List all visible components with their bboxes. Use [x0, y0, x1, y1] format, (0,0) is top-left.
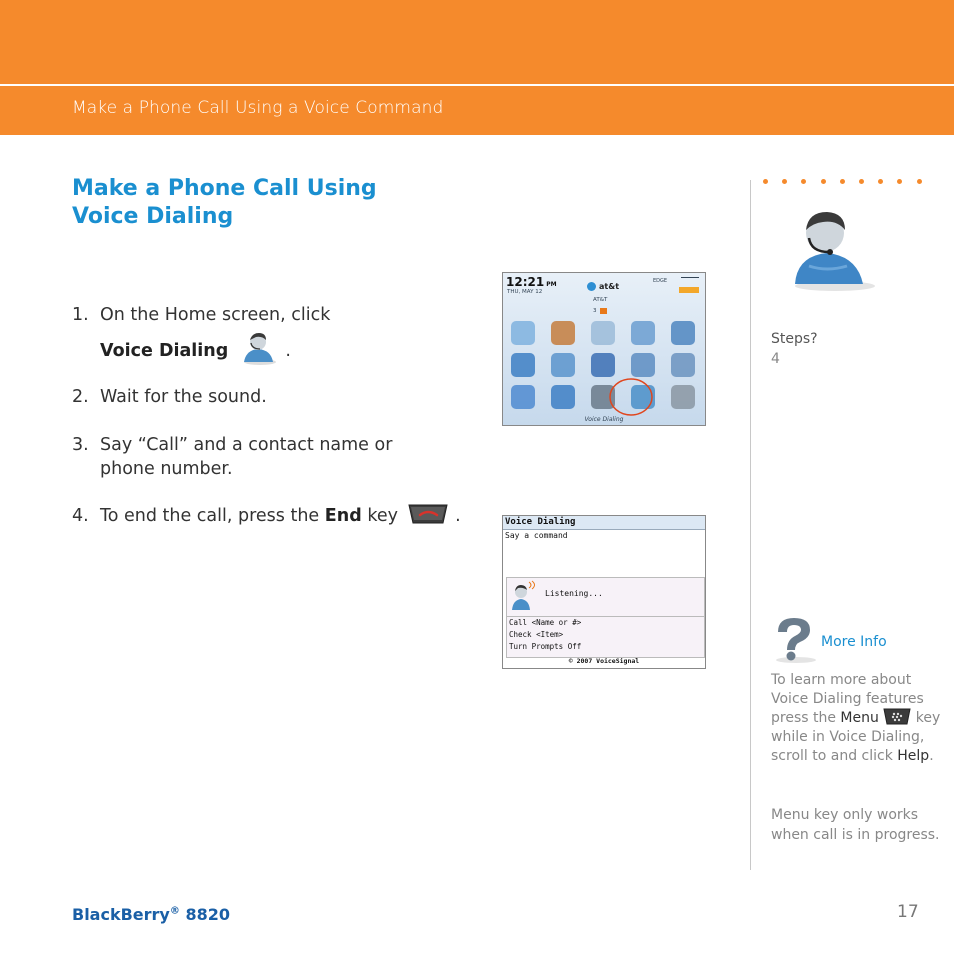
step-3 — [72, 433, 472, 481]
copyright-text: © 2007 VoiceSignal — [568, 657, 640, 665]
app-icon — [671, 321, 695, 345]
step-number: 4. — [72, 506, 89, 526]
model-number: 8820 — [185, 905, 230, 924]
network-type: EDGE — [653, 278, 668, 284]
footer-brand — [72, 905, 230, 924]
step-number: 3. — [72, 435, 89, 455]
app-icon — [631, 321, 655, 345]
step-2 — [72, 385, 472, 409]
info-text-end: . — [929, 748, 934, 764]
header-banner — [0, 0, 954, 84]
carrier-logo: at&t — [599, 282, 620, 291]
date-text: THU, MAY 12 — [507, 289, 543, 295]
step-text-lead: To end the call, press the — [100, 506, 320, 526]
step-action — [100, 337, 291, 365]
rule-dot — [782, 179, 787, 184]
step-text: Wait for the sound. — [100, 387, 267, 407]
voice-dialing-label: Voice Dialing — [100, 341, 229, 361]
home-icon-grid — [503, 317, 705, 417]
rule-dot — [801, 179, 806, 184]
rule-dot — [763, 179, 768, 184]
app-icon — [551, 353, 575, 377]
rule-dot — [917, 179, 922, 184]
app-icon — [671, 353, 695, 377]
brand-name: BlackBerry — [72, 905, 170, 924]
menu-key-icon — [883, 708, 911, 725]
more-info-text — [771, 671, 941, 766]
step-number: 2. — [72, 387, 89, 407]
app-icon — [671, 385, 695, 409]
step-suffix: . — [285, 341, 291, 361]
more-info-label: More Info — [821, 634, 887, 650]
end-key-icon — [406, 502, 450, 526]
listening-status: Listening... — [545, 589, 603, 598]
voice-dialing-screenshot — [502, 515, 706, 669]
app-icon — [551, 385, 575, 409]
notification-count: 3 — [593, 308, 597, 314]
rule-dot — [897, 179, 902, 184]
sidebar-divider — [750, 180, 751, 870]
battery-icon — [679, 287, 699, 293]
info-text-part1: To learn more about Voice Dialing features press the — [771, 672, 924, 726]
app-icon — [511, 353, 535, 377]
app-icon — [591, 321, 615, 345]
app-icon — [511, 321, 535, 345]
page-title-line2: Voice Dialing — [72, 204, 234, 229]
section-title: Make a Phone Call Using a Voice Command — [72, 98, 444, 118]
step-4 — [72, 504, 492, 534]
app-subtitle: Say a command — [505, 531, 568, 540]
help-label: Help — [897, 748, 930, 764]
home-screen-screenshot — [502, 272, 706, 426]
step-text-key: key — [367, 506, 398, 526]
clock-time: 12:21 PM — [506, 275, 557, 289]
app-icon — [591, 353, 615, 377]
sound-waves-icon — [527, 580, 537, 590]
headset-person-icon — [787, 208, 881, 292]
question-mark-icon — [770, 616, 820, 664]
app-icon — [511, 385, 535, 409]
app-titlebar — [503, 516, 705, 530]
step-number: 1. — [72, 305, 89, 325]
listening-panel — [506, 577, 705, 617]
app-title: Voice Dialing — [505, 517, 576, 527]
menu-key-note: Menu key only works when call is in progress. — [771, 807, 940, 843]
step-text-line2: phone number. — [100, 459, 233, 479]
rule-dot — [821, 179, 826, 184]
app-icon — [631, 353, 655, 377]
prompt-item: Call <Name or #> — [509, 618, 582, 627]
rule-dot — [840, 179, 845, 184]
signal-icon — [681, 277, 699, 284]
selected-app-label: Voice Dialing — [584, 416, 624, 423]
voice-dialing-icon — [238, 331, 280, 365]
page-number: 17 — [897, 902, 919, 922]
app-icon — [551, 321, 575, 345]
page-title — [72, 175, 402, 231]
step-1 — [72, 303, 472, 363]
steps-value: 4 — [771, 351, 780, 367]
prompt-list — [506, 616, 705, 658]
step-text — [100, 504, 461, 528]
step-suffix: . — [455, 506, 461, 526]
rule-dot — [878, 179, 883, 184]
carrier-name: AT&T — [593, 297, 608, 303]
carrier-globe-icon — [587, 282, 596, 291]
step-text: On the Home screen, click — [100, 305, 331, 325]
rule-dot — [859, 179, 864, 184]
app-icon — [591, 385, 615, 409]
prompt-item: Check <Item> — [509, 630, 564, 639]
steps-label: Steps? — [771, 331, 818, 347]
prompt-item: Turn Prompts Off — [509, 642, 582, 651]
page-title-line1: Make a Phone Call Using — [72, 176, 377, 201]
menu-key-label: Menu — [840, 710, 879, 726]
notification-icon — [600, 308, 607, 314]
end-key-label: End — [324, 506, 362, 526]
info-text-part2: key while in Voice Dialing, scroll to and click — [771, 710, 941, 764]
step-text-line1: Say “Call” and a contact name or — [100, 435, 393, 455]
registered-mark: ® — [169, 905, 180, 917]
